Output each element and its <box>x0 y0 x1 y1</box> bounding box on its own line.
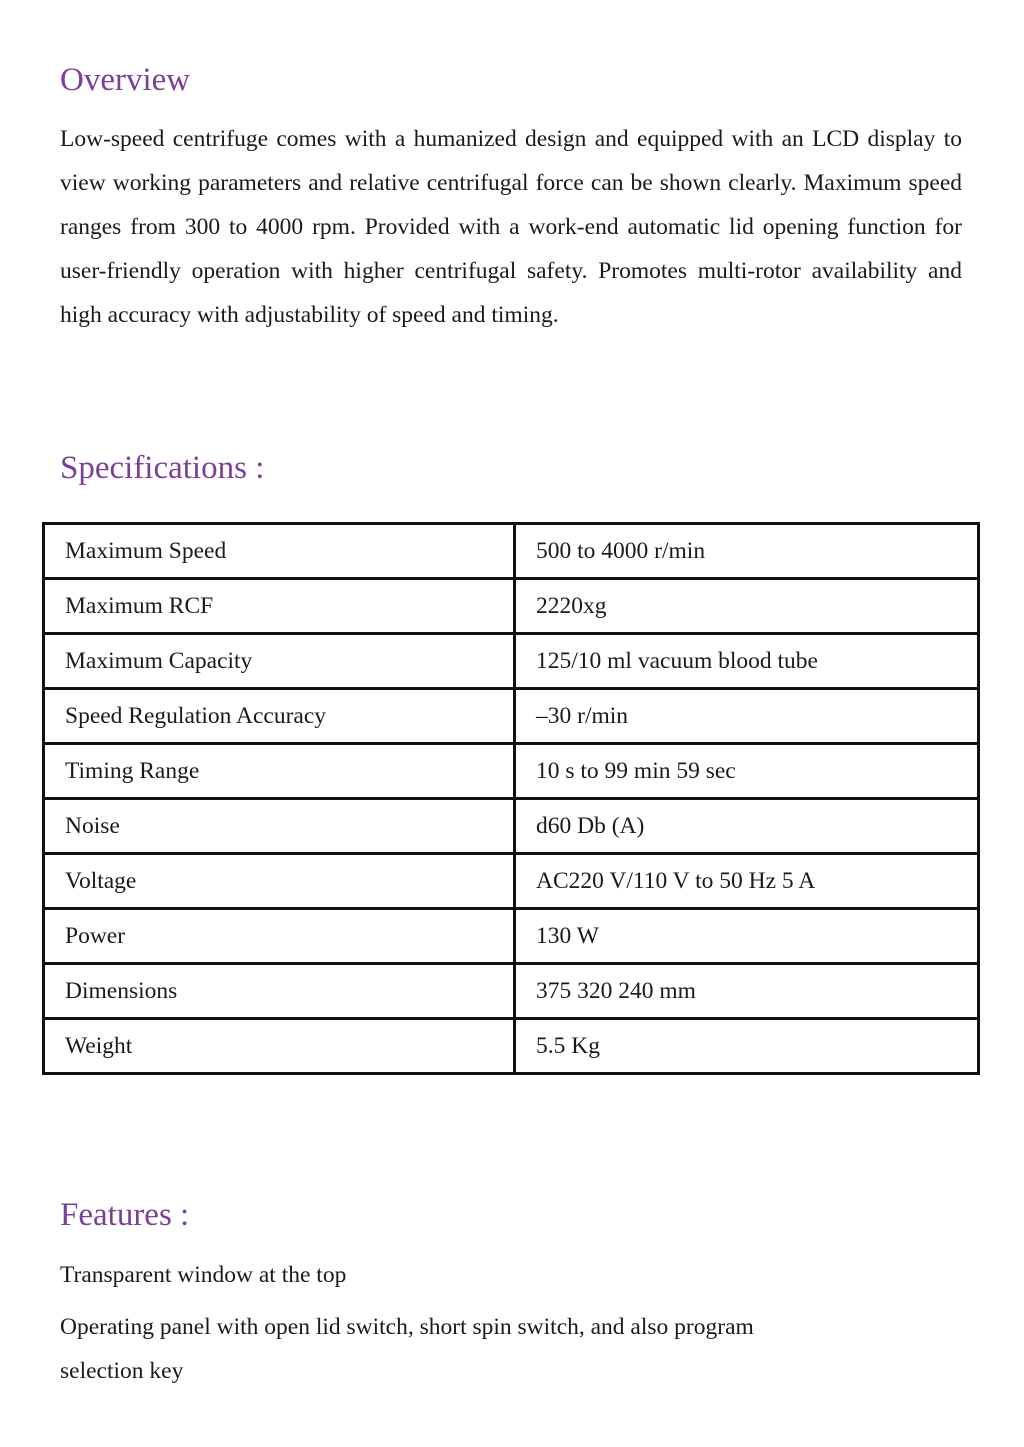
table-row <box>44 799 979 854</box>
spec-value: 500 to 4000 r/min <box>515 524 979 579</box>
table-row <box>44 634 979 689</box>
feature-item: Transparent window at the top <box>60 1262 347 1288</box>
spec-label: Weight <box>44 1019 515 1074</box>
spec-value: 2220xg <box>515 579 979 634</box>
table-row <box>44 524 979 579</box>
table-row <box>44 579 979 634</box>
features-heading: Features : <box>60 1197 190 1233</box>
table-row <box>44 909 979 964</box>
spec-label: Noise <box>44 799 515 854</box>
table-row <box>44 854 979 909</box>
spec-value: 125/10 ml vacuum blood tube <box>515 634 979 689</box>
spec-value: 5.5 Kg <box>515 1019 979 1074</box>
spec-value: AC220 V/110 V to 50 Hz 5 A <box>515 854 979 909</box>
specifications-heading: Specifications : <box>60 450 265 486</box>
spec-label: Maximum Capacity <box>44 634 515 689</box>
spec-value: 130 W <box>515 909 979 964</box>
overview-paragraph: Low-speed centrifuge comes with a humanized design and equipped with an LCD display to view working parameters and relative centrifugal force can be shown clearly. Maximum speed ranges from 300 to 4000 rpm. Provided with a work-end automatic lid opening function for user-friendly operation with higher centrifugal safety. Promotes multi-rotor availability and high accuracy with adjustability of speed and timing. <box>60 126 962 328</box>
spec-label: Timing Range <box>44 744 515 799</box>
spec-label: Dimensions <box>44 964 515 1019</box>
specifications-table <box>42 522 980 1075</box>
table-row <box>44 744 979 799</box>
spec-label: Voltage <box>44 854 515 909</box>
overview-heading: Overview <box>60 62 191 98</box>
spec-value: d60 Db (A) <box>515 799 979 854</box>
spec-label: Maximum Speed <box>44 524 515 579</box>
spec-label: Speed Regulation Accuracy <box>44 689 515 744</box>
spec-value: 375 320 240 mm <box>515 964 979 1019</box>
spec-label: Power <box>44 909 515 964</box>
table-row <box>44 689 979 744</box>
table-row <box>44 964 979 1019</box>
spec-value: –30 r/min <box>515 689 979 744</box>
spec-label: Maximum RCF <box>44 579 515 634</box>
spec-value: 10 s to 99 min 59 sec <box>515 744 979 799</box>
table-row <box>44 1019 979 1074</box>
feature-item: Operating panel with open lid switch, short spin switch, and also program selection key <box>60 1314 754 1384</box>
